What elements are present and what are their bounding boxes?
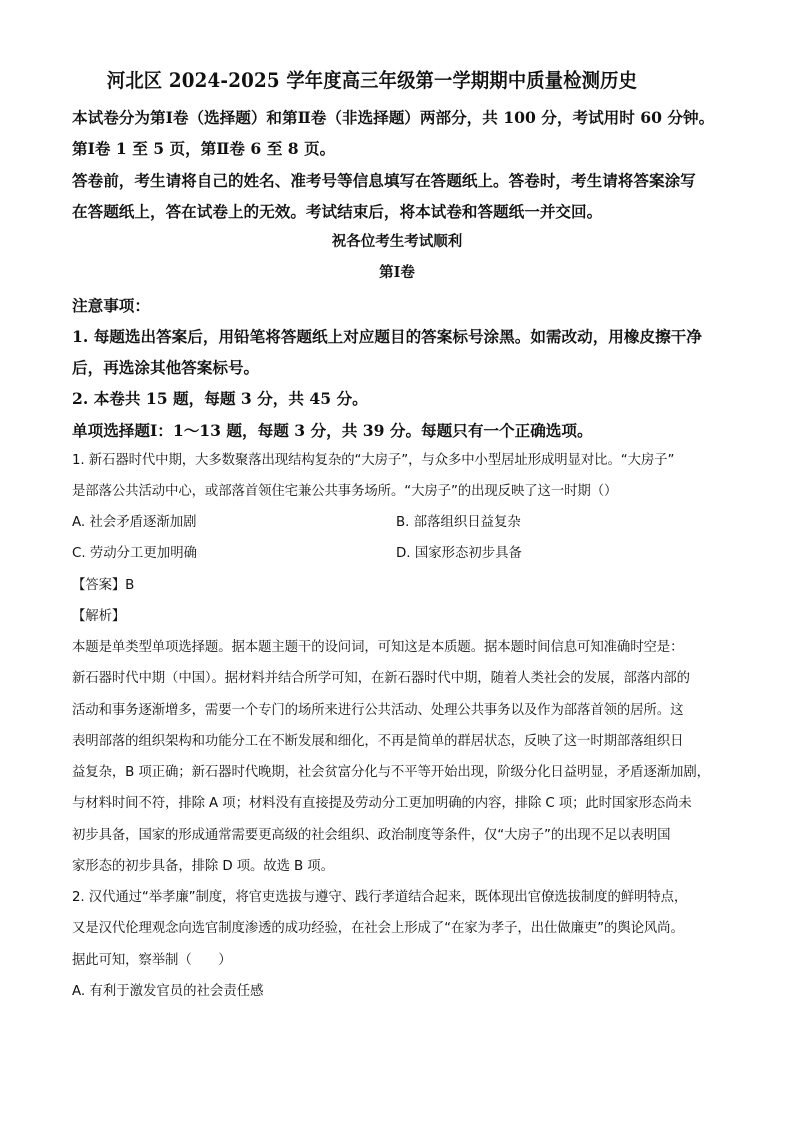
q1-analysis-line-8: 家形态的初步具备，排除 D 项。故选 B 项。 (72, 859, 334, 874)
intro-line-4: 在答题纸上，答在试卷上的无效。考试结束后，将本试卷和答题纸一并交回。 (72, 202, 603, 221)
q1-analysis-line-1: 本题是单类型单项选择题。据本题主题干的设问词，可知这是本质题。据本题时间信息可知准确时空是： (72, 640, 684, 655)
part-title: 第Ⅰ卷 (379, 264, 415, 281)
section-heading: 单项选择题Ⅰ：1～13 题，每题 3 分，共 39 分。每题只有一个正确选项。 (72, 421, 593, 440)
notice-line-2: 后，再选涂其他答案标号。 (72, 358, 260, 377)
q1-option-d: D. 国家形态初步具备 (396, 546, 522, 561)
q1-answer: 【答案】B (72, 578, 135, 593)
notice-line-1: 1. 每题选出答案后，用铅笔将答题纸上对应题目的答案标号涂黑。如需改动，用橡皮擦干净 (72, 327, 702, 346)
q1-stem-line-2: 是部落公共活动中心，或部落首领住宅兼公共事务场所。“大房子”的出现反映了这一时期（） (72, 484, 618, 499)
q1-analysis-line-4: 表明部落的组织架构和功能分工在不断发展和细化，不再是简单的群居状态，反映了这一时期部落组织日 (72, 734, 684, 749)
q2-option-a: A. 有利于激发官员的社会责任感 (72, 984, 264, 999)
q1-analysis-line-6: 与材料时间不符，排除 A 项；材料没有直接提及劳动分工更加明确的内容，排除 C 项；此时国家形态尚未 (72, 796, 692, 811)
q1-stem-line-1: 1. 新石器时代中期，大多数聚落出现结构复杂的“大房子”，与众多中小型居址形成明显对比。“大房子” (72, 453, 675, 468)
q2-stem-line-3: 据此可知，察举制（ ） (72, 953, 232, 968)
q1-option-a: A. 社会矛盾逐渐加剧 (72, 515, 197, 530)
exam-title: 河北区 2024-2025 学年度高三年级第一学期期中质量检测历史 (106, 69, 638, 92)
q1-option-c: C. 劳动分工更加明确 (72, 546, 197, 561)
notice-line-3: 2. 本卷共 15 题，每题 3 分，共 45 分。 (72, 389, 368, 408)
intro-line-1: 本试卷分为第Ⅰ卷（选择题）和第Ⅱ卷（非选择题）两部分，共 100 分，考试用时 60 分钟。 (72, 108, 715, 127)
q1-analysis-label: 【解析】 (72, 609, 126, 624)
q1-analysis-line-5: 益复杂，B 项正确；新石器时代晚期，社会贫富分化与不平等开始出现，阶级分化日益明显，矛盾逐渐加剧， (72, 765, 710, 780)
q1-option-b: B. 部落组织日益复杂 (396, 515, 521, 530)
q1-analysis-line-7: 初步具备，国家的形成通常需要更高级的社会组织、政治制度等条件，仅“大房子”的出现不足以表明国 (72, 828, 671, 843)
intro-line-2: 第Ⅰ卷 1 至 5 页，第Ⅱ卷 6 至 8 页。 (72, 139, 336, 158)
q2-stem-line-2: 又是汉代伦理观念向选官制度渗透的成功经验，在社会上形成了“在家为孝子，出仕做廉吏”的舆论风尚。 (72, 921, 684, 936)
q1-analysis-line-3: 活动和事务逐渐增多，需要一个专门的场所来进行公共活动、处理公共事务以及作为部落首领的居所。这 (72, 703, 684, 718)
q2-stem-line-1: 2. 汉代通过“举孝廉”制度，将官吏选拔与遵守、践行孝道结合起来，既体现出官僚选拔制度的鲜明特点， (72, 890, 688, 905)
q1-analysis-line-2: 新石器时代中期（中国）。据材料并结合所学可知，在新石器时代中期，随着人类社会的发展，部落内部的 (72, 671, 690, 686)
wishes-line: 祝各位考生考试顺利 (331, 233, 463, 250)
notice-heading: 注意事项： (72, 296, 150, 315)
intro-line-3: 答卷前，考生请将自己的姓名、准考号等信息填写在答题纸上。答卷时，考生请将答案涂写 (72, 171, 696, 190)
